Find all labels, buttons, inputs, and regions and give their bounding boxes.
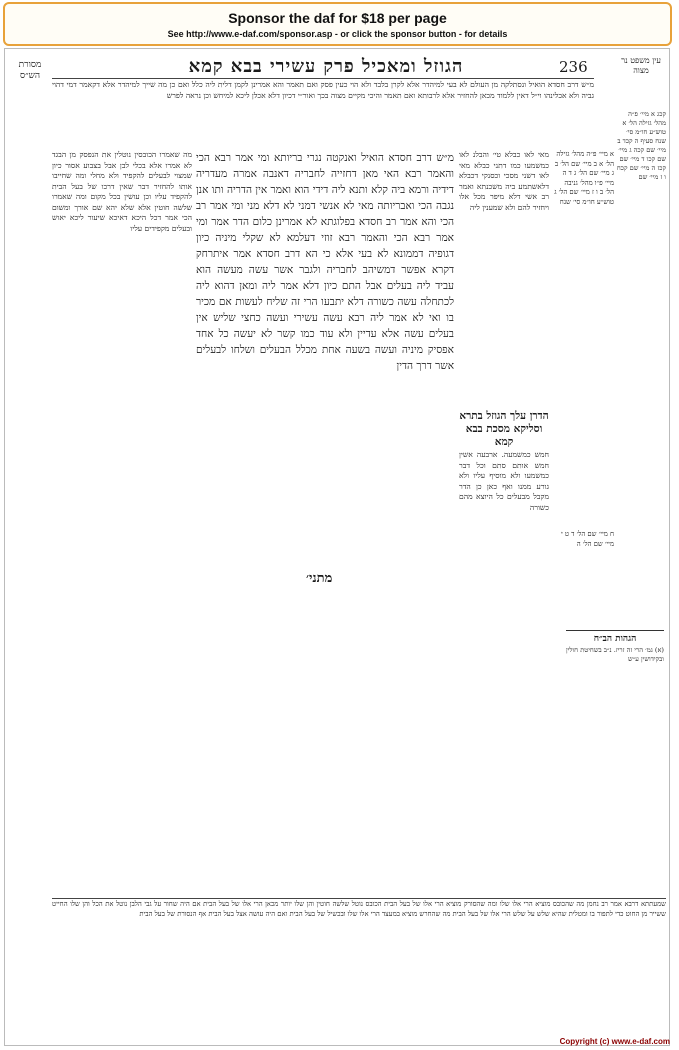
gemara-main-block: מ״ש דרב חסדא הואיל ואנקטה נגרי בריותא ומי אמר רבא הכי והאמר רבא האי מאן דחזייה לחבריה דאנבה אמרה מעדריה דידיה ורמא ביה קלא ותנא ליה דידי הוא ואמר אין הדריה ותו אנן נגבה הכי ואבריותה מאי לא אנשי דמני לא דלא מני ומי אמר רב הכי והא אמר רב חסדא בפלוגתא לא אמרינן כלום הדר אמר ומי אמר רבא הכי והאמר רבא זוזי דעלמא לא שקלי מיניה כיון דגופיה דממונא לא בעי אלא כי הא דרב חסדא אמר איתרחק דקרא אפשר דמשיהב לחבריה ולגבר אשר עשה מעשה הוא עביד ליה בעלים אבל התם כיון דלא אמר ליה ומאן דהוא ליה לכתחלה עשה כשורה דלא יתבעו הרי זה שליח לעשות אם מכיר בו ואי לא אמר ליה רבא עשה עשירי ועשה כחצי שליש אין בעלים עשה אלא עדיין ולא עוד כמו קשר לא יעשה כל אחד אפסיק מיניה ועשה בשעה אחת מכלל הבעלים ושלחו לבעלים אשר דרך הדין [196,152,454,372]
chapter-end-title: הדרן עלך הגוזל בתרא וסליקא מסכת בבא קמא [459,410,549,448]
rashi-top-block: מאי לאו כבלא טי׳ והבלנ לאו כמשמעו כמו דתני כבלא מאי לאו דשני מסכי וכסנקי דכבלא דלאשתמע ביה משכנתא ואמר רב אשי דלא מיפר מכל אלו ויחזיר להם ולא שמענין ליה [459,150,549,212]
bottom-commentary-block: שמעתתא דרבא אמר רב נחמן מה שהכובס מוציא הרי אלו שלו ומה שהסורק מוציא הרי אלו של בעל הבית הכובס נוטל שלשה חוטין והן שלו יותר מכאן הרי אלו של בעל הבית אם היה שחור על גבי הלבן נוטל את הכל והן שלו החייט ששייר מן החוט כדי לתפור בו ומטלית שהיא שלש על שלש הרי אלו של בעל הבית מה שהחרש מוציא במעצד הרי אלו שלו ובכשיל של בעל הבית ואם היה עושה אצל בעל הבית אף הנסורת של בעל הבית [52,900,666,918]
massoret-label: מסורת הש״ס [18,60,42,81]
mishna-marker: מתני׳ [306,571,333,586]
tosafot-top-block: מ״ש דרב חסדא הואיל ונסתלקה מן העולם לא בעי למיהדר אלא לקרן בלבד ולא הוי כעין פסק ואם תאמר והא אמרינן לקמן דלית ליה כלל ואם כן מה שייך למיהדר אלא דקאמר דמי דהוי גביה ולא אכלינהו וי״ל דאין ללמוד מכאן להחזיר אלא לרבותא ואם תאמר והיכי מקיים מצוה בכך ואור״י דכיון דלא אכלן ליכא למיחש וכן נראה לפרש [52,80,594,100]
tosafot-left-block: מה שאמרו הכובסין נוטלין את הנפסק מן הבגד לא אמרו אלא בכלי לבן אבל בצבוע אסור כיון שמצוי לבעלים להקפיד ולא מחלי ומה שחייבו אותו להחזיר דבר שאין דרכו של בעל הבית להקפיד עליו וכן עושין בכל מקום ומה שאמרו שלשה חוטין אלא שלא יהא שם אורך ומשום הכי אמר דכל היכא דאיכא שיעור ליכא יאוש ובעלים מקפידים עליו [52,150,192,233]
rashi-lower-block: חמש כמשמעה. ארבעה אשין חמש אותם סתם וכל דבר כמשמעו ולא מוסיף עליו ולא גורע ממנו ואף כאן כן הדר מקבל מבעלים כל היוצא מהם כשורה [459,450,549,512]
talmud-page [6,50,668,1040]
far-right-notes: קכג א מיי׳ פ״ה מהל׳ גזילה הל׳ א טוש״ע חו״מ סי׳ שנח סעיף ה קכד ב מיי׳ שם קכה ג מיי׳ שם קכו ד מיי׳ שם קכז ה מיי׳ שם קכח ו ז מיי׳ שם [616,110,666,181]
sponsor-banner[interactable] [3,2,672,46]
ein-mishpat-notes-lower: ח מיי׳ שם הל׳ ד ט י מיי׳ שם הל׳ ה [560,530,614,548]
sponsor-subtitle[interactable]: See http://www.e-daf.com/sponsor.asp - or click the sponsor button - for details [167,29,508,39]
sponsor-title: Sponsor the daf for $18 per page [228,10,447,26]
hagahot-title: הגהות הב״ח [566,630,664,644]
header-rule [52,78,594,79]
copyright-link[interactable]: Copyright (c) www.e-daf.com [559,1037,670,1046]
bottom-rule [52,898,666,899]
ein-mishpat-notes: א מיי׳ פ״ה מהל׳ גזילה הל׳ א ב מיי׳ שם הל׳ ב ג מיי׳ שם הל׳ ג ד ה מיי׳ פ״ו מהל׳ גניבה הל׳ ב ו ז מיי׳ שם הל׳ ג טוש״ע חו״מ סי׳ שנח [554,150,614,206]
page-number: 236 [559,58,588,76]
page-header: הגוזל ומאכיל פרק עשירי בבא קמא [188,56,464,77]
ein-mishpat-label: עין משפט נר מצוה [621,56,661,75]
hagahot-text: (א) גמ׳ הרי זה זריז. נ״ב בשחיטת חולין ובקידושין ע״ש [566,646,664,663]
